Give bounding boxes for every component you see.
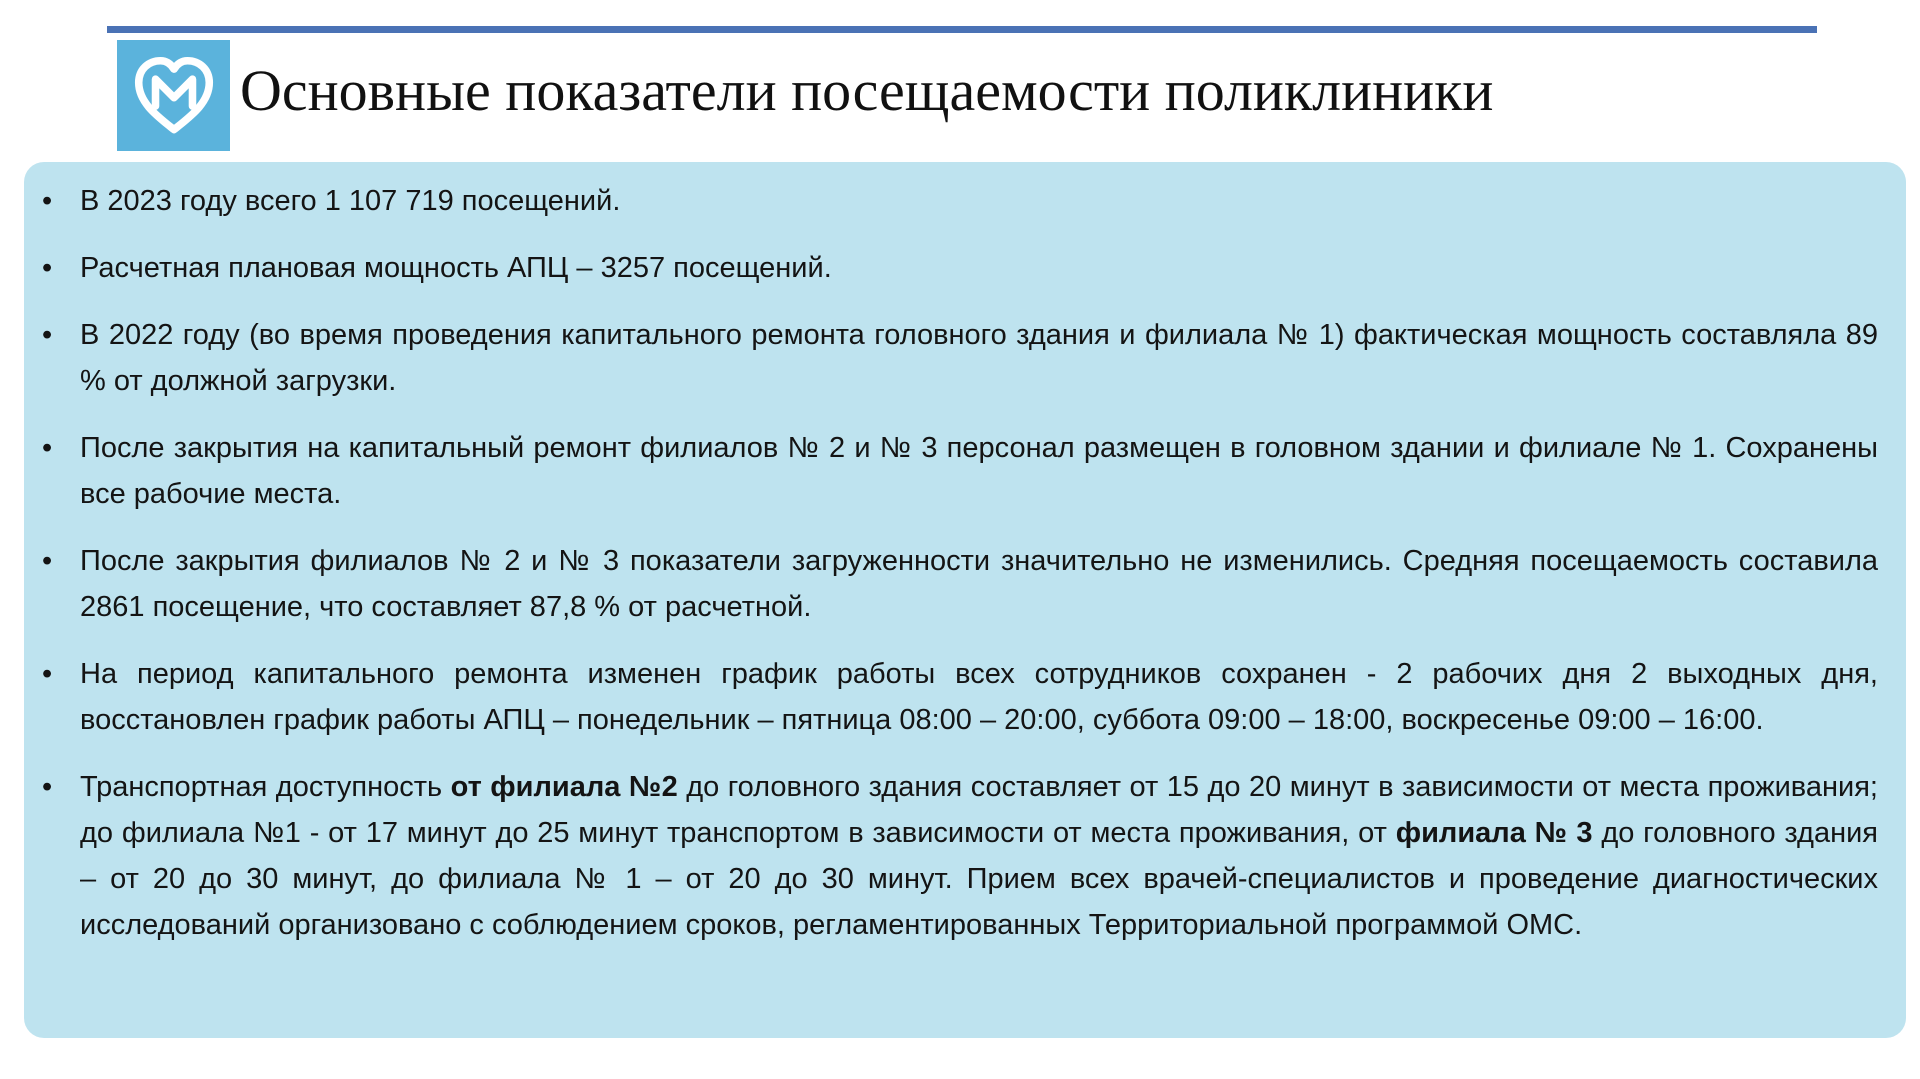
- bullet-item: [38, 538, 1878, 630]
- heart-logo-icon: [132, 54, 216, 138]
- bullet-text: [80, 178, 1878, 224]
- bullet-marker: •: [42, 319, 53, 351]
- bullet-list: [38, 178, 1878, 969]
- bullet-text: [80, 425, 1878, 517]
- bullet-marker: •: [42, 252, 53, 284]
- bullet-item: [38, 178, 1878, 224]
- bullet-marker: •: [42, 658, 53, 690]
- bullet-text-segment: Транспортная доступность: [80, 771, 451, 803]
- bullet-text-segment: После закрытия на капитальный ремонт филиалов № 2 и № 3 персонал размещен в головном здании и филиале № 1. Сохранены все рабочие места.: [80, 432, 1878, 510]
- bullet-item: [38, 425, 1878, 517]
- bullet-text-bold: от филиала №2: [450, 771, 678, 803]
- bullet-marker: •: [42, 432, 53, 464]
- bullet-item: [38, 764, 1878, 948]
- bullet-marker: •: [42, 545, 53, 577]
- bullet-marker: •: [42, 771, 53, 803]
- bullet-text-segment: Расчетная плановая мощность АПЦ – 3257 посещений.: [80, 252, 832, 284]
- bullet-text-bold: филиала № 3: [1395, 817, 1593, 849]
- bullet-text-segment: После закрытия филиалов № 2 и № 3 показатели загруженности значительно не изменились. Средняя посещаемость составила 2861 посещение, что составляет 87,8 % от расчетной.: [80, 545, 1878, 623]
- logo: [117, 40, 230, 151]
- bullet-marker: •: [42, 185, 53, 217]
- bullet-text: [80, 651, 1878, 743]
- bullet-text-segment: В 2022 году (во время проведения капитального ремонта головного здания и филиала № 1) фактическая мощность составляла 89 % от должной загрузки.: [80, 319, 1878, 397]
- bullet-text-segment: до головного здания – от 20 до 30 минут, до филиала № 1 – от 20 до 30 минут. Прием всех врачей-специалистов и проведение диагностических исследований организовано с соблюдением сроков, регламентированных Территориальной программой ОМС.: [80, 817, 1879, 941]
- bullet-text-segment: На период капитального ремонта изменен график работы всех сотрудников сохранен - 2 рабочих дня 2 выходных дня, восстановлен график работы АПЦ – понедельник – пятница 08:00 – 20:00, суббота 09:00 – 18:00, воскресенье 09:00 – 16:00.: [80, 658, 1878, 736]
- bullet-text-segment: до головного здания составляет от 15 до 20 минут в зависимости от места проживания; до филиала №1 - от 17 минут до 25 минут транспортом в зависимости от места проживания, от: [80, 771, 1878, 849]
- bullet-text: [80, 312, 1878, 404]
- bullet-text: [80, 764, 1878, 948]
- bullet-item: [38, 651, 1878, 743]
- bullet-text-segment: В 2023 году всего 1 107 719 посещений.: [80, 185, 621, 217]
- bullet-item: [38, 245, 1878, 291]
- page-title: Основные показатели посещаемости поликлиники: [240, 58, 1494, 123]
- bullet-text: [80, 538, 1878, 630]
- bullet-item: [38, 312, 1878, 404]
- bullet-text: [80, 245, 1878, 291]
- header-rule: [107, 26, 1817, 33]
